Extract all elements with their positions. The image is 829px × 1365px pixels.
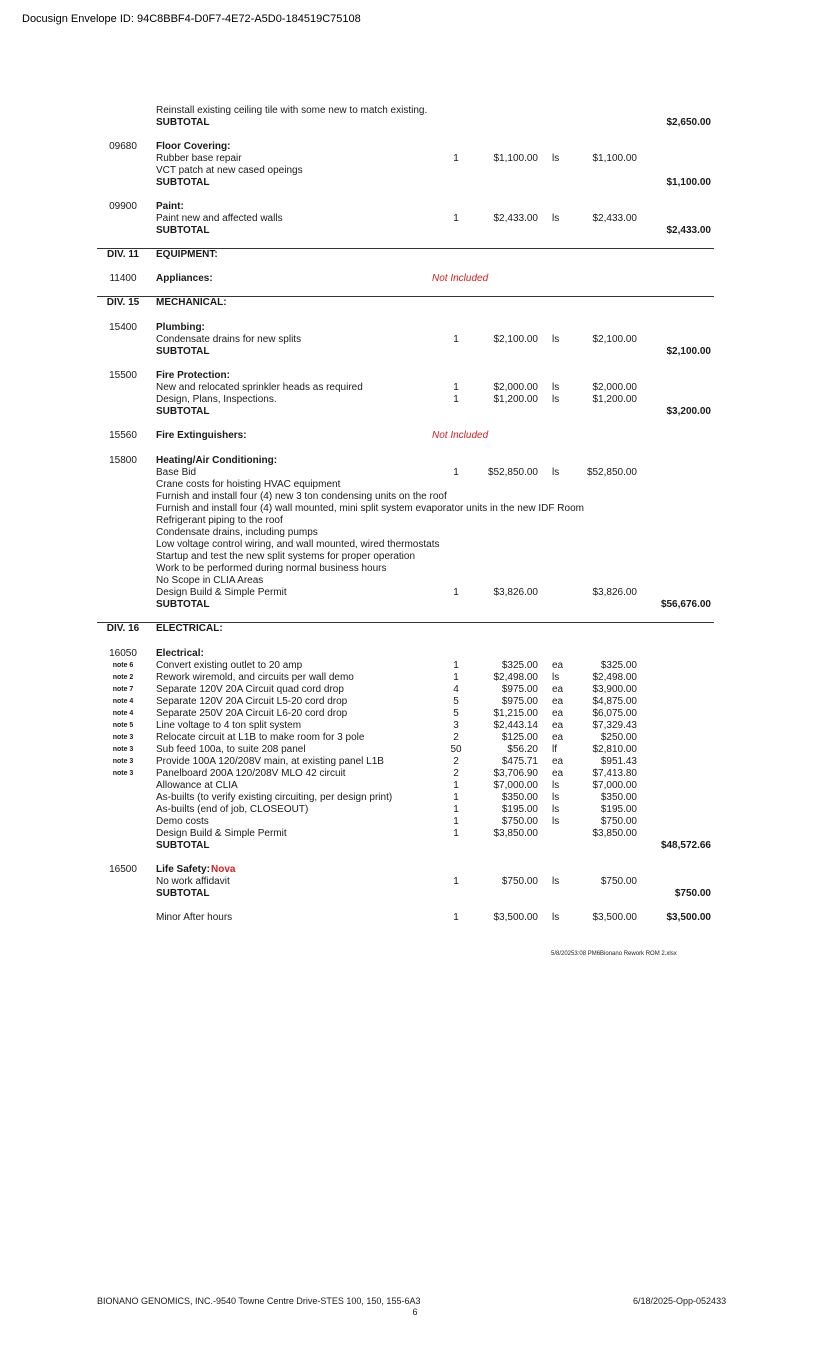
table-row <box>0 672 829 684</box>
line-amount: $7,329.43 <box>592 720 637 731</box>
table-row <box>0 696 829 708</box>
footer-project-address: BIONANO GENOMICS, INC.-9540 Towne Centre Drive-STES 100, 150, 155-6A3 <box>97 1296 421 1306</box>
table-row <box>0 563 829 575</box>
quantity: 5 <box>453 708 459 719</box>
table-row <box>0 382 829 394</box>
line-description: Separate 120V 20A Circuit L5-20 cord drop <box>156 696 348 707</box>
line-amount: $2,810.00 <box>592 744 637 755</box>
line-description: EQUIPMENT: <box>156 249 218 260</box>
csi-code: 15800 <box>109 455 137 466</box>
unit-of-measure: ls <box>552 153 560 164</box>
table-row <box>0 430 829 442</box>
quantity: 1 <box>453 912 459 923</box>
quantity: 1 <box>453 467 459 478</box>
table-row <box>0 141 829 153</box>
line-description: Rework wiremold, and circuits per wall demo <box>156 672 354 683</box>
line-description: Provide 100A 120/208V main, at existing panel L1B <box>156 756 384 767</box>
subtotal-amount: $2,100.00 <box>666 346 711 357</box>
not-included-label: Not Included <box>432 273 489 284</box>
table-row <box>0 720 829 732</box>
line-description: Appliances: <box>156 273 213 284</box>
table-row <box>0 648 829 660</box>
csi-code: 09900 <box>109 201 137 212</box>
csi-code: 09680 <box>109 141 137 152</box>
line-description: SUBTOTAL <box>156 177 210 188</box>
quantity: 1 <box>453 153 459 164</box>
line-description: Rubber base repair <box>156 153 242 164</box>
table-row <box>0 370 829 382</box>
table-row <box>0 756 829 768</box>
line-description: No Scope in CLIA Areas <box>156 575 264 586</box>
line-description: Design Build & Simple Permit <box>156 587 287 598</box>
line-description: SUBTOTAL <box>156 117 210 128</box>
unit-of-measure: ls <box>552 780 560 791</box>
table-row <box>0 201 829 213</box>
unit-of-measure: ea <box>552 768 564 779</box>
note-ref: note 2 <box>112 674 134 681</box>
line-description: Life Safety: <box>156 864 210 875</box>
quantity: 1 <box>453 828 459 839</box>
csi-code: DIV. 11 <box>107 249 139 260</box>
line-description: Allowance at CLIA <box>156 780 238 791</box>
line-amount: $750.00 <box>600 876 637 887</box>
line-description: ELECTRICAL: <box>156 623 223 634</box>
quantity: 2 <box>453 756 459 767</box>
csi-code: DIV. 15 <box>106 297 140 308</box>
note-ref: note 5 <box>112 722 134 729</box>
table-row <box>0 249 829 261</box>
line-amount: $350.00 <box>600 792 637 803</box>
table-row <box>0 153 829 165</box>
line-description: Panelboard 200A 120/208V MLO 42 circuit <box>156 768 346 779</box>
table-row <box>0 684 829 696</box>
note-ref: note 3 <box>112 758 134 765</box>
table-row <box>0 840 829 852</box>
line-description: Separate 250V 20A Circuit L6-20 cord drop <box>156 708 348 719</box>
table-row <box>0 768 829 780</box>
line-description: Plumbing: <box>156 322 205 333</box>
unit-of-measure: ea <box>552 720 564 731</box>
subtotal-amount: $3,500.00 <box>666 912 711 923</box>
line-description: Convert existing outlet to 20 amp <box>156 660 303 671</box>
line-amount: $250.00 <box>600 732 637 743</box>
subtotal-amount: $1,100.00 <box>666 177 711 188</box>
vendor-name: Nova <box>211 864 236 875</box>
table-row <box>0 406 829 418</box>
quantity: 1 <box>453 394 459 405</box>
unit-price: $750.00 <box>501 876 538 887</box>
table-row <box>0 587 829 599</box>
line-description: Base Bid <box>156 467 197 478</box>
table-row <box>0 551 829 563</box>
line-amount: $2,100.00 <box>592 334 637 345</box>
unit-price: $125.00 <box>501 732 538 743</box>
line-amount: $2,433.00 <box>592 213 637 224</box>
line-amount: $52,850.00 <box>586 467 637 478</box>
unit-price: $3,500.00 <box>493 912 538 923</box>
line-description: Crane costs for hoisting HVAC equipment <box>156 479 341 490</box>
unit-price: $52,850.00 <box>487 467 538 478</box>
line-amount: $195.00 <box>600 804 637 815</box>
table-row <box>0 503 829 515</box>
unit-of-measure: ls <box>552 876 560 887</box>
quantity: 50 <box>450 744 462 755</box>
table-row <box>0 623 829 635</box>
table-row <box>0 213 829 225</box>
footer-opportunity-id: 6/18/2025-Opp-052433 <box>633 1296 727 1306</box>
unit-of-measure: ea <box>552 696 564 707</box>
unit-of-measure: ea <box>552 684 564 695</box>
table-row <box>0 527 829 539</box>
line-description: Separate 120V 20A Circuit quad cord drop <box>156 684 344 695</box>
table-row <box>0 225 829 237</box>
line-description: Sub feed 100a, to suite 208 panel <box>156 744 306 755</box>
line-amount: $750.00 <box>600 816 637 827</box>
table-row <box>0 732 829 744</box>
table-row <box>0 334 829 346</box>
line-description: SUBTOTAL <box>156 599 210 610</box>
unit-price: $2,498.00 <box>493 672 538 683</box>
unit-price: $3,826.00 <box>493 587 538 598</box>
unit-price: $475.71 <box>501 756 538 767</box>
line-description: As-builts (end of job, CLOSEOUT) <box>156 804 309 815</box>
line-description: SUBTOTAL <box>156 406 210 417</box>
line-description: Low voltage control wiring, and wall mounted, wired thermostats <box>156 539 440 550</box>
note-ref: note 4 <box>112 710 134 717</box>
csi-code: 16500 <box>109 864 137 875</box>
docusign-envelope-id: Docusign Envelope ID: 94C8BBF4-D0F7-4E72-A5D0-184519C75108 <box>22 13 361 25</box>
line-description: Heating/Air Conditioning: <box>156 455 278 466</box>
unit-price: $56.20 <box>507 744 538 755</box>
line-description: Refrigerant piping to the roof <box>156 515 283 526</box>
line-description: Reinstall existing ceiling tile with some new to match existing. <box>156 105 428 116</box>
line-amount: $2,000.00 <box>592 382 637 393</box>
line-description: SUBTOTAL <box>156 888 210 899</box>
division-divider <box>97 248 714 249</box>
unit-of-measure: ls <box>552 792 560 803</box>
table-row <box>0 744 829 756</box>
table-row <box>0 273 829 285</box>
quantity: 1 <box>453 816 459 827</box>
table-row <box>0 346 829 358</box>
unit-price: $2,100.00 <box>493 334 538 345</box>
not-included-label: Not Included <box>432 430 489 441</box>
note-ref: note 7 <box>112 686 134 693</box>
unit-price: $2,433.00 <box>493 213 538 224</box>
line-description: As-builts (to verify existing circuiting, per design print) <box>156 792 393 803</box>
line-amount: $3,900.00 <box>592 684 637 695</box>
quantity: 1 <box>453 587 459 598</box>
table-row <box>0 792 829 804</box>
line-description: Furnish and install four (4) wall mounted, mini split system evaporator units in the new IDF Room <box>156 503 584 514</box>
line-description: Design, Plans, Inspections. <box>156 394 277 405</box>
table-row <box>0 864 829 876</box>
quantity: 2 <box>453 732 459 743</box>
quantity: 1 <box>453 660 459 671</box>
table-row <box>0 888 829 900</box>
unit-of-measure: ea <box>552 732 564 743</box>
line-description: Condensate drains for new splits <box>156 334 302 345</box>
table-row <box>0 539 829 551</box>
unit-of-measure: ls <box>552 467 560 478</box>
table-row <box>0 165 829 177</box>
line-description: VCT patch at new cased opeings <box>156 165 303 176</box>
note-ref: note 4 <box>112 698 134 705</box>
unit-of-measure: ea <box>552 756 564 767</box>
line-description: Electrical: <box>156 648 204 659</box>
line-description: Condensate drains, including pumps <box>156 527 318 538</box>
table-row <box>0 780 829 792</box>
division-divider <box>97 622 714 623</box>
table-row <box>0 575 829 587</box>
table-row <box>0 491 829 503</box>
subtotal-amount: $3,200.00 <box>666 406 711 417</box>
line-amount: $6,075.00 <box>592 708 637 719</box>
table-row <box>0 394 829 406</box>
line-description: Paint new and affected walls <box>156 213 283 224</box>
unit-price: $2,443.14 <box>493 720 538 731</box>
line-description: Work to be performed during normal business hours <box>156 563 387 574</box>
table-row <box>0 599 829 611</box>
unit-of-measure: ls <box>552 334 560 345</box>
table-row <box>0 515 829 527</box>
line-description: Line voltage to 4 ton split system <box>156 720 302 731</box>
subtotal-amount: $48,572.66 <box>660 840 711 851</box>
unit-of-measure: ea <box>552 660 564 671</box>
table-row <box>0 804 829 816</box>
unit-price: $1,100.00 <box>493 153 538 164</box>
subtotal-amount: $750.00 <box>674 888 711 899</box>
line-amount: $4,875.00 <box>592 696 637 707</box>
subtotal-amount: $2,650.00 <box>666 117 711 128</box>
unit-price: $325.00 <box>501 660 538 671</box>
table-row <box>0 912 829 924</box>
note-ref: note 3 <box>112 734 134 741</box>
line-amount: $951.43 <box>600 756 637 767</box>
line-amount: $2,498.00 <box>592 672 637 683</box>
csi-code: 16050 <box>109 648 137 659</box>
quantity: 1 <box>453 334 459 345</box>
quantity: 1 <box>453 672 459 683</box>
file-stamp: 5/8/20253:08 PM6Bionano Rework ROM 2.xlsx <box>551 951 677 957</box>
line-description: Fire Protection: <box>156 370 230 381</box>
line-description: Fire Extinguishers: <box>156 430 247 441</box>
line-description: MECHANICAL: <box>156 297 227 308</box>
line-amount: $3,500.00 <box>592 912 637 923</box>
line-description: No work affidavit <box>156 876 230 887</box>
csi-code: 15400 <box>109 322 137 333</box>
unit-of-measure: ls <box>552 912 560 923</box>
table-row <box>0 117 829 129</box>
table-row <box>0 828 829 840</box>
table-row <box>0 660 829 672</box>
quantity: 5 <box>453 696 459 707</box>
quantity: 4 <box>453 684 459 695</box>
quantity: 1 <box>453 382 459 393</box>
line-description: Paint: <box>156 201 184 212</box>
table-row <box>0 816 829 828</box>
csi-code: 11400 <box>109 273 137 284</box>
line-description: Furnish and install four (4) new 3 ton condensing units on the roof <box>156 491 447 502</box>
line-amount: $3,850.00 <box>592 828 637 839</box>
unit-price: $975.00 <box>501 684 538 695</box>
subtotal-amount: $2,433.00 <box>666 225 711 236</box>
line-description: Demo costs <box>156 816 209 827</box>
line-amount: $3,826.00 <box>592 587 637 598</box>
unit-of-measure: ls <box>552 213 560 224</box>
line-description: SUBTOTAL <box>156 840 210 851</box>
table-row <box>0 455 829 467</box>
unit-price: $1,215.00 <box>493 708 538 719</box>
unit-of-measure: ls <box>552 804 560 815</box>
unit-price: $750.00 <box>501 816 538 827</box>
quantity: 3 <box>453 720 459 731</box>
quantity: 1 <box>453 792 459 803</box>
line-amount: $7,413.80 <box>592 768 637 779</box>
table-row <box>0 177 829 189</box>
line-description: Floor Covering: <box>156 141 231 152</box>
quantity: 1 <box>453 876 459 887</box>
table-row <box>0 467 829 479</box>
csi-code: 15560 <box>109 430 137 441</box>
csi-code: DIV. 16 <box>106 623 140 634</box>
footer-page-number: 6 <box>412 1307 418 1317</box>
unit-price: $350.00 <box>501 792 538 803</box>
quantity: 1 <box>453 804 459 815</box>
table-row <box>0 876 829 888</box>
unit-of-measure: ls <box>552 816 560 827</box>
table-row <box>0 479 829 491</box>
line-description: SUBTOTAL <box>156 346 210 357</box>
line-description: Design Build & Simple Permit <box>156 828 287 839</box>
line-description: Relocate circuit at L1B to make room for 3 pole <box>156 732 365 743</box>
unit-price: $3,706.90 <box>493 768 538 779</box>
table-row <box>0 708 829 720</box>
unit-of-measure: ea <box>552 708 564 719</box>
quantity: 1 <box>453 213 459 224</box>
table-row <box>0 297 829 309</box>
csi-code: 15500 <box>109 370 137 381</box>
unit-price: $3,850.00 <box>493 828 538 839</box>
unit-price: $2,000.00 <box>493 382 538 393</box>
unit-of-measure: ls <box>552 382 560 393</box>
line-amount: $1,100.00 <box>592 153 637 164</box>
note-ref: note 6 <box>112 662 134 669</box>
unit-price: $975.00 <box>501 696 538 707</box>
unit-of-measure: ls <box>552 672 560 683</box>
line-description: Minor After hours <box>156 912 233 923</box>
unit-price: $1,200.00 <box>493 394 538 405</box>
subtotal-amount: $56,676.00 <box>660 599 711 610</box>
unit-price: $195.00 <box>501 804 538 815</box>
note-ref: note 3 <box>112 770 134 777</box>
line-amount: $325.00 <box>600 660 637 671</box>
note-ref: note 3 <box>112 746 134 753</box>
unit-of-measure: ls <box>552 394 560 405</box>
line-amount: $7,000.00 <box>592 780 637 791</box>
table-row <box>0 105 829 117</box>
unit-price: $7,000.00 <box>493 780 538 791</box>
division-divider <box>97 296 714 297</box>
quantity: 1 <box>453 780 459 791</box>
unit-of-measure: lf <box>552 744 557 755</box>
quantity: 2 <box>453 768 459 779</box>
line-description: Startup and test the new split systems for proper operation <box>156 551 416 562</box>
line-amount: $1,200.00 <box>592 394 637 405</box>
line-description: New and relocated sprinkler heads as required <box>156 382 363 393</box>
line-description: SUBTOTAL <box>156 225 210 236</box>
table-row <box>0 322 829 334</box>
